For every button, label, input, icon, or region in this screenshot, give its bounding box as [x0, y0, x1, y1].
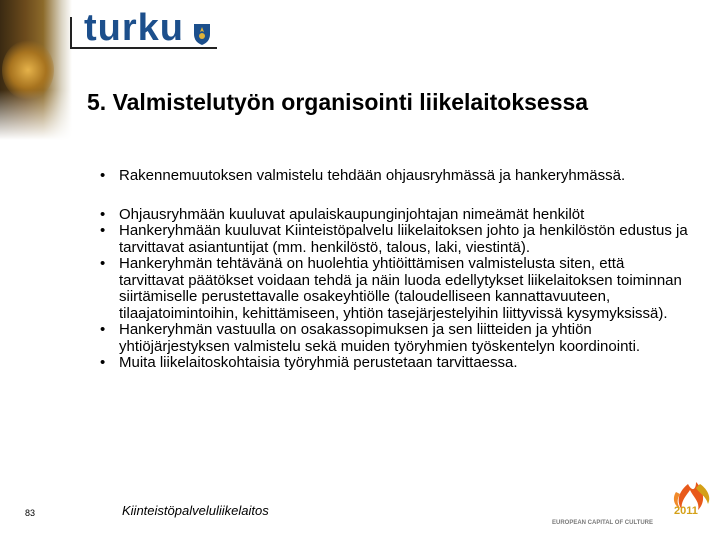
list-item	[100, 168, 690, 185]
bullet-icon: •	[100, 222, 106, 239]
turku-crest-icon	[192, 22, 212, 46]
european-capital-of-culture-logo	[550, 478, 715, 530]
bullet-text: Ohjausryhmään kuuluvat apulaiskaupunginjohtajan nimeämät henkilöt	[119, 205, 585, 223]
bullet-text: Hankeryhmään kuuluvat Kiinteistöpalvelu liikelaitoksen johto ja henkilöstön edustus ja tarvittavat asiantuntijat (mm. henkilöstö, talous, laki, viestintä).	[119, 222, 688, 256]
bullet-text: Muita liikelaitoskohtaisia työryhmiä perustetaan tarvittaessa.	[119, 354, 518, 371]
list-item	[100, 256, 690, 322]
badge-caption: EUROPEAN CAPITAL OF CULTURE	[552, 520, 654, 526]
corner-photo	[0, 0, 72, 140]
page-number: 83	[25, 508, 36, 518]
bullet-icon: •	[100, 167, 106, 184]
list-item	[100, 207, 690, 224]
bullet-icon: •	[100, 255, 106, 272]
list-item	[100, 322, 690, 355]
bullet-icon: •	[100, 205, 106, 223]
list-item	[100, 355, 690, 372]
turku-logo: turku	[84, 7, 184, 49]
bullet-text: Hankeryhmän vastuulla on osakassopimuksen ja sen liitteiden ja yhtiön yhtiöjärjestyksen valmistelu sekä muiden työryhmien työskentelyn koordinointi.	[119, 321, 641, 355]
slide-title: 5. Valmistelutyön organisointi liikelaitoksessa	[87, 89, 589, 115]
bullet-text: Hankeryhmän tehtävänä on huolehtia yhtiöittämisen valmistelusta siten, että tarvittavat päätökset voidaan tehdä ja näin luoda edellytykset liikelaitoksen toiminnan siirtämiselle perustettavalle osakeyhtiölle (taloudelliseen kannattavuuteen, tilaajatoimintoihin, kehittämiseen, yhtiön tasejärjestelyihin liittyvissä kysymyksissä).	[119, 255, 682, 322]
bullet-text: Rakennemuutoksen valmistelu tehdään ohjausryhmässä ja hankeryhmässä.	[119, 167, 626, 184]
footer-text: Kiinteistöpalveluliikelaitos	[122, 503, 269, 518]
badge-year: 2011	[674, 505, 698, 517]
bullet-icon: •	[100, 354, 106, 371]
photo-fade	[0, 90, 72, 140]
list-item	[100, 223, 690, 256]
bullet-icon: •	[100, 321, 106, 338]
bullet-list	[100, 168, 690, 372]
